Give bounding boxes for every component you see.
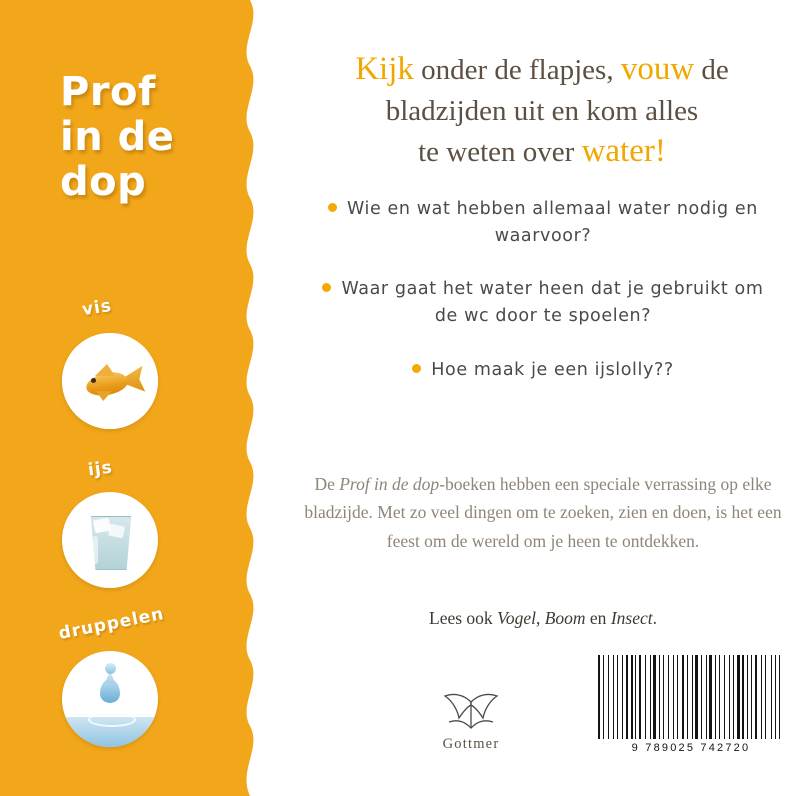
list-item xyxy=(286,357,800,384)
bullet-list xyxy=(286,196,800,410)
barcode-bar xyxy=(615,655,616,739)
see-also-suffix: . xyxy=(652,608,657,628)
barcode-bar xyxy=(726,655,728,739)
barcode-bar xyxy=(608,655,609,739)
barcode-bar xyxy=(605,655,607,739)
barcode-bar xyxy=(657,655,659,739)
barcode-number: 9 789025 742720 xyxy=(631,742,751,754)
barcode-bar xyxy=(719,655,720,739)
barcode-bar xyxy=(651,655,652,739)
barcode-bar xyxy=(682,655,684,739)
barcode-bar xyxy=(677,655,678,739)
bubble-label-ijs: ijs xyxy=(86,457,114,481)
barcode-bar xyxy=(753,655,754,739)
barcode-bars xyxy=(598,655,784,739)
barcode-bar xyxy=(685,655,686,739)
barcode-bar xyxy=(669,655,671,739)
barcode-bar xyxy=(693,655,694,739)
barcode-bar xyxy=(626,655,628,739)
barcode-bar xyxy=(695,655,697,739)
headline-part3: vouw xyxy=(620,51,695,87)
blurb-post: -boeken hebben een speciale verrassing op elke bladzijde. Met zo veel dingen om te zoeken, zien en doen, is het een feest om de wereld om je heen te ontdekken. xyxy=(304,474,782,551)
bubble-label-druppelen: druppelen xyxy=(57,603,166,645)
publisher-name: Gottmer xyxy=(442,736,500,752)
barcode-bar xyxy=(675,655,676,739)
barcode-bar xyxy=(642,655,644,739)
barcode-bar xyxy=(747,655,748,739)
barcode-bar xyxy=(755,655,757,739)
list-item-text: Wie en wat hebben allemaal water nodig en waarvoor? xyxy=(347,199,758,247)
bubble-label-vis: vis xyxy=(80,295,114,321)
barcode-bar xyxy=(721,655,723,739)
barcode-bar xyxy=(741,655,742,739)
barcode-bar xyxy=(631,655,633,739)
barcode-bar xyxy=(598,655,600,739)
headline-line3b: water! xyxy=(581,132,666,169)
bullet-dot-icon xyxy=(328,203,337,212)
see-also-line xyxy=(296,608,790,629)
bullet-dot-icon xyxy=(322,283,331,292)
content-area xyxy=(286,0,800,796)
series-title-line3: dop xyxy=(60,158,147,205)
barcode-bar xyxy=(692,655,693,739)
barcode-bar xyxy=(708,655,709,739)
barcode-bar xyxy=(661,655,662,739)
barcode-bar xyxy=(653,655,655,739)
see-also-sep-2: en xyxy=(585,608,611,628)
barcode-bar xyxy=(717,655,719,739)
barcode-bar xyxy=(639,655,641,739)
barcode-bar xyxy=(751,655,752,739)
barcode-bar xyxy=(610,655,612,739)
barcode-bar xyxy=(713,655,714,739)
barcode-bar xyxy=(617,655,619,739)
barcode-bar xyxy=(622,655,623,739)
barcode-bar xyxy=(715,655,716,739)
bullet-dot-icon xyxy=(412,364,421,373)
barcode-bar xyxy=(613,655,614,739)
headline xyxy=(300,48,784,173)
barcode-bar xyxy=(724,655,725,739)
barcode-bar xyxy=(737,655,739,739)
barcode-bar xyxy=(635,655,636,739)
barcode-bar xyxy=(731,655,732,739)
barcode-bar xyxy=(629,655,630,739)
barcode-bar xyxy=(775,655,777,739)
barcode-bar xyxy=(706,655,707,739)
barcode-bar xyxy=(758,655,760,739)
headline-part4: de xyxy=(694,54,729,86)
barcode-bar xyxy=(777,655,778,739)
barcode-bar xyxy=(601,655,602,739)
barcode-bar xyxy=(687,655,688,739)
barcode-bar xyxy=(729,655,730,739)
barcode-bar xyxy=(603,655,604,739)
publisher-logo xyxy=(406,688,536,753)
barcode-bar xyxy=(771,655,772,739)
headline-part2: onder de flapjes, xyxy=(413,54,621,86)
barcode-bar xyxy=(781,655,783,739)
barcode-bar xyxy=(624,655,625,739)
barcode-bar xyxy=(779,655,780,739)
series-title-line2: in de xyxy=(60,113,175,160)
barcode xyxy=(598,655,784,754)
list-item-text: Hoe maak je een ijslolly?? xyxy=(431,359,674,380)
barcode-bar xyxy=(663,655,664,739)
barcode-bar xyxy=(647,655,649,739)
barcode-bar xyxy=(645,655,646,739)
see-also-title-1: Vogel xyxy=(497,608,536,628)
list-item xyxy=(286,276,800,330)
see-also-title-3: Insect xyxy=(610,608,653,628)
barcode-bar xyxy=(749,655,751,739)
headline-line3a: te weten over xyxy=(418,135,582,168)
barcode-bar xyxy=(665,655,667,739)
barcode-bar xyxy=(761,655,762,739)
barcode-bar xyxy=(773,655,774,739)
list-item-text: Waar gaat het water heen dat je gebruikt om de wc door te spoelen? xyxy=(341,279,764,327)
open-book-icon xyxy=(406,688,536,734)
see-also-sep-1: , xyxy=(535,608,545,628)
barcode-bar xyxy=(689,655,691,739)
barcode-bar xyxy=(735,655,736,739)
series-title xyxy=(60,70,260,204)
blurb-pre: De xyxy=(314,474,340,494)
headline-part1: Kijk xyxy=(355,51,414,87)
barcode-bar xyxy=(745,655,746,739)
barcode-bar xyxy=(733,655,735,739)
barcode-bar xyxy=(634,655,635,739)
barcode-bar xyxy=(699,655,700,739)
photo-bubble-druppelen xyxy=(62,651,158,747)
blurb-series-name: Prof in de dop xyxy=(339,474,440,494)
series-title-line1: Prof xyxy=(60,69,156,115)
barcode-bar xyxy=(765,655,767,739)
series-blurb xyxy=(296,470,790,555)
barcode-bar xyxy=(659,655,660,739)
headline-line2: bladzijden uit en kom alles xyxy=(385,94,699,127)
see-also-title-2: Boom xyxy=(544,608,586,628)
barcode-bar xyxy=(742,655,744,739)
barcode-bar xyxy=(637,655,638,739)
barcode-bar xyxy=(767,655,769,739)
barcode-bar xyxy=(650,655,651,739)
see-also-prefix: Lees ook xyxy=(429,608,498,628)
barcode-bar xyxy=(619,655,621,739)
barcode-bar xyxy=(703,655,705,739)
barcode-bar xyxy=(709,655,711,739)
photo-bubble-vis xyxy=(62,333,158,429)
barcode-bar xyxy=(763,655,764,739)
barcode-bar xyxy=(668,655,669,739)
list-item xyxy=(286,196,800,250)
barcode-bar xyxy=(679,655,681,739)
barcode-bar xyxy=(701,655,703,739)
barcode-bar xyxy=(673,655,675,739)
photo-bubble-ijs xyxy=(62,492,158,588)
